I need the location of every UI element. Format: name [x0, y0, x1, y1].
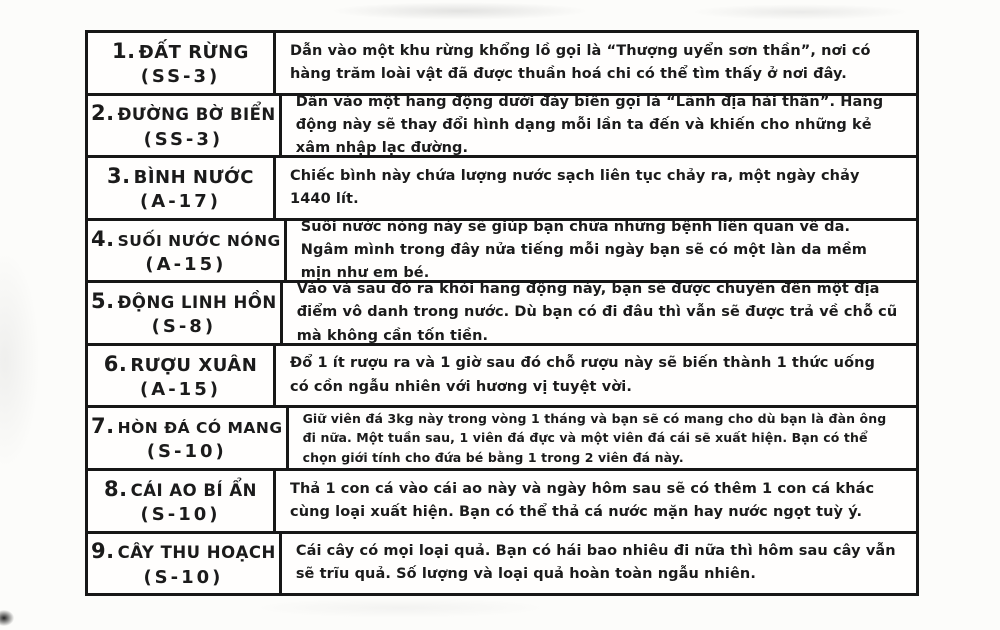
item-code: (A-15)	[145, 253, 227, 275]
item-number: 7.	[91, 414, 115, 439]
item-description: Thả 1 con cá vào cái ao này và ngày hôm sau sẽ có thêm 1 con cá khác cùng loại xuất hiện. Bạn có thể thả cá nước mặn hay nước ngọt tuỳ ý.	[290, 480, 875, 520]
table-row	[88, 468, 916, 531]
item-description: Vào và sau đó ra khỏi hang động này, bạn sẽ được chuyển đến một địa điểm vô danh trong nước. Dù bạn có đi đâu thì vẫn sẽ được trả về chỗ cũ mà không cần tốn tiền.	[296, 281, 898, 344]
scan-smudge	[0, 250, 40, 470]
item-title	[104, 351, 258, 378]
item-description-cell	[276, 33, 916, 93]
item-name-cell	[88, 96, 282, 156]
item-name-cell	[88, 283, 283, 343]
item-description-cell	[289, 408, 916, 468]
item-description: Đổ 1 ít rượu ra và 1 giờ sau đó chỗ rượu này sẽ biến thành 1 thức uống có cồn ngẫu nhiên với hương vị tuyệt vời.	[290, 355, 876, 395]
table-row	[88, 531, 916, 594]
item-description: Dẫn vào một khu rừng khổng lồ gọi là “Thượng uyển sơn thần”, nơi có hàng trăm loài vật đã được thuần hoá chi có thể tìm thấy ở nơi đây.	[290, 42, 871, 82]
item-title	[107, 163, 254, 190]
item-title	[91, 100, 276, 126]
item-name: CÂY THU HOẠCH	[117, 543, 276, 563]
item-code: (SS-3)	[140, 66, 221, 88]
item-description-cell	[287, 218, 916, 282]
item-name-cell	[88, 408, 289, 468]
item-number: 3.	[107, 163, 131, 188]
table-row	[88, 93, 916, 156]
item-description-cell	[282, 534, 916, 594]
item-name-cell	[88, 158, 276, 218]
item-code: (S-10)	[143, 566, 224, 588]
item-table	[85, 30, 919, 596]
item-description-cell	[276, 158, 916, 218]
item-number: 1.	[112, 38, 136, 63]
item-description-cell	[283, 283, 916, 343]
table-row	[88, 155, 916, 218]
item-description-cell	[276, 471, 916, 531]
item-name: HÒN ĐÁ CÓ MANG	[117, 419, 283, 438]
table-row	[88, 343, 916, 406]
item-name: RƯỢU XUÂN	[130, 354, 258, 376]
item-description-cell	[276, 346, 916, 406]
table-row	[88, 405, 916, 468]
item-name: BÌNH NƯỚC	[133, 166, 254, 188]
item-name: SUỐI NƯỚC NÓNG	[117, 231, 281, 250]
item-code: (S-8)	[151, 316, 217, 338]
item-title	[104, 476, 257, 502]
item-description: Chiếc bình này chứa lượng nước sạch liên tục chảy ra, một ngày chảy 1440 lít.	[290, 167, 860, 207]
item-title	[91, 413, 283, 439]
item-number: 5.	[91, 289, 115, 314]
item-number: 2.	[91, 101, 115, 126]
item-name-cell	[88, 221, 287, 281]
item-code: (S-10)	[140, 504, 221, 526]
item-name: ĐƯỜNG BỜ BIỂN	[117, 105, 276, 125]
scan-smudge	[330, 2, 590, 20]
item-description-cell	[282, 93, 916, 156]
item-description: Suối nước nóng này sẽ giúp bạn chữa những bệnh liên quan về da. Ngâm mình trong đây nửa tiếng mỗi ngày bạn sẽ có một làn da mềm mịn như em bé.	[300, 218, 867, 282]
item-code: (A-15)	[140, 379, 221, 401]
item-title	[112, 38, 249, 65]
table-row	[88, 280, 916, 343]
item-code: (A-17)	[140, 191, 221, 213]
item-name-cell	[88, 346, 276, 406]
item-number: 9.	[91, 539, 115, 564]
item-code: (S-10)	[146, 441, 227, 463]
table-row	[88, 218, 916, 281]
scan-smudge	[250, 598, 550, 618]
item-name-cell	[88, 534, 282, 594]
item-description: Dẫn vào một hang động dưới đáy biển gọi là “Lãnh địa hải thần”. Hang động này sẽ thay đổi hình dạng mỗi lần ta đến và khiến cho những kẻ xâm nhập lạc đường.	[295, 93, 884, 156]
item-title	[91, 538, 276, 564]
item-name-cell	[88, 33, 276, 93]
table-row	[88, 33, 916, 93]
scan-smudge	[690, 4, 910, 20]
item-description: Cái cây có mọi loại quả. Bạn có hái bao nhiêu đi nữa thì hôm sau cây vẫn sẽ trĩu quả. Số lượng và loại quả hoàn toàn ngẫu nhiên.	[295, 543, 896, 583]
item-name: ĐỘNG LINH HỒN	[117, 293, 277, 313]
item-number: 6.	[103, 351, 128, 376]
item-description: Giữ viên đá 3kg này trong vòng 1 tháng và bạn sẽ có mang cho dù bạn là đàn ông đi nữa. Một tuần sau, 1 viên đá đực và một viên đá cái sẽ xuất hiện. Bạn có thể chọn giới tính cho đứa bé bằng 1 trong 2 viên đá này.	[302, 411, 887, 465]
item-name: ĐẤT RỪNG	[138, 41, 249, 63]
ink-mark	[0, 610, 14, 626]
item-name: CÁI AO BÍ ẨN	[130, 480, 257, 500]
item-number: 8.	[104, 476, 128, 501]
item-code: (SS-3)	[143, 128, 224, 150]
item-name-cell	[88, 471, 276, 531]
item-title	[91, 288, 277, 314]
item-title	[91, 226, 281, 252]
item-number: 4.	[91, 226, 115, 251]
